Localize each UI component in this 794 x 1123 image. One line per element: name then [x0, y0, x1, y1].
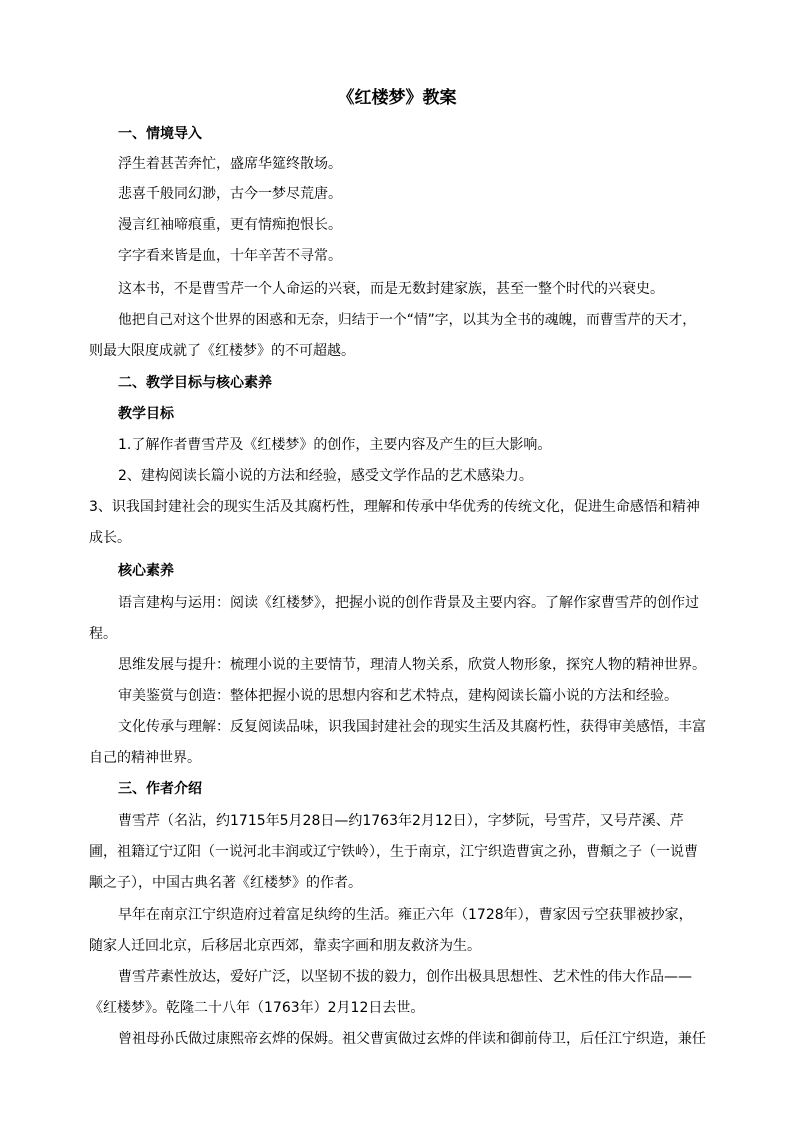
- section-heading-author: 三、作者介绍: [118, 781, 202, 797]
- poem-line-4: 字字看来皆是血，十年辛苦不寻常。: [118, 248, 342, 264]
- document-title: 《红楼梦》教案: [337, 88, 457, 108]
- author-paragraph-1-line-3: 颙之子），中国古典名著《红楼梦》的作者。: [89, 875, 362, 891]
- goal-item-3-line-2: 成长。: [89, 530, 131, 546]
- literacy-item-4-line-1: 文化传承与理解：反复阅读品味，识我国封建社会的现实生活及其腐朽性，获得审美感悟，丰富: [118, 719, 706, 735]
- section-heading-goals: 二、教学目标与核心素养: [118, 375, 272, 391]
- author-paragraph-3-line-2: 《红楼梦》。乾隆二十八年（1763年）2月12日去世。: [89, 1000, 425, 1016]
- section-heading-intro: 一、情境导入: [118, 126, 202, 142]
- author-paragraph-2-line-2: 随家人迁回北京，后移居北京西郊，靠卖字画和朋友救济为生。: [89, 938, 481, 954]
- literacy-item-1-line-1: 语言建构与运用：阅读《红楼梦》，把握小说的创作背景及主要内容。了解作家曹雪芹的创作过: [118, 595, 699, 611]
- author-paragraph-4-line-1: 曾祖母孙氏做过康熙帝玄烨的保姆。祖父曹寅做过玄烨的伴读和御前侍卫，后任江宁织造，兼任: [118, 1031, 706, 1047]
- author-paragraph-1-line-1: 曹雪芹（名沾，约1715年5月28日—约1763年2月12日），字梦阮，号雪芹，又号芹溪、芹: [118, 813, 684, 829]
- author-paragraph-2-line-1: 早年在南京江宁织造府过着富足纨绔的生活。雍正六年（1728年），曹家因亏空获罪被抄家，: [118, 907, 693, 923]
- intro-paragraph-2-line-1: 他把自己对这个世界的困惑和无奈，归结于一个“情”字，以其为全书的魂魄，而曹雪芹的天才，: [118, 312, 696, 328]
- literacy-item-4-line-2: 自己的精神世界。: [89, 750, 201, 766]
- goal-item-3-line-1: 3、识我国封建社会的现实生活及其腐朽性，理解和传承中华优秀的传统文化，促进生命感悟和精神: [89, 499, 700, 515]
- poem-line-1: 浮生着甚苦奔忙，盛席华筵终散场。: [118, 156, 342, 172]
- literacy-item-1-line-2: 程。: [89, 626, 117, 642]
- author-paragraph-3-line-1: 曹雪芹素性放达，爱好广泛，以坚韧不拔的毅力，创作出极具思想性、艺术性的伟大作品——: [118, 969, 692, 985]
- goal-item-2: 2、建构阅读长篇小说的方法和经验，感受文学作品的艺术感染力。: [118, 468, 533, 484]
- intro-paragraph-1: 这本书，不是曹雪芹一个人命运的兴衰，而是无数封建家族，甚至一整个时代的兴衰史。: [118, 281, 664, 297]
- intro-paragraph-2-line-2: 则最大限度成就了《红楼梦》的不可超越。: [89, 343, 355, 359]
- author-paragraph-1-line-2: 圃，祖籍辽宁辽阳（一说河北丰润或辽宁铁岭），生于南京，江宁织造曹寅之孙，曹頫之子（一说曹: [89, 844, 698, 860]
- poem-line-2: 悲喜千般同幻渺，古今一梦尽荒唐。: [118, 186, 342, 202]
- literacy-item-2: 思维发展与提升：梳理小说的主要情节，理清人物关系，欣赏人物形象，探究人物的精神世界。: [118, 657, 706, 673]
- goal-item-1: 1.了解作者曹雪芹及《红楼梦》的创作，主要内容及产生的巨大影响。: [118, 437, 552, 453]
- subheading-teaching-goals: 教学目标: [118, 406, 174, 422]
- literacy-item-3: 审美鉴赏与创造：整体把握小说的思想内容和艺术特点，建构阅读长篇小说的方法和经验。: [118, 688, 678, 704]
- poem-line-3: 漫言红袖啼痕重，更有情痴抱恨长。: [118, 217, 342, 233]
- subheading-core-literacy: 核心素养: [118, 563, 174, 579]
